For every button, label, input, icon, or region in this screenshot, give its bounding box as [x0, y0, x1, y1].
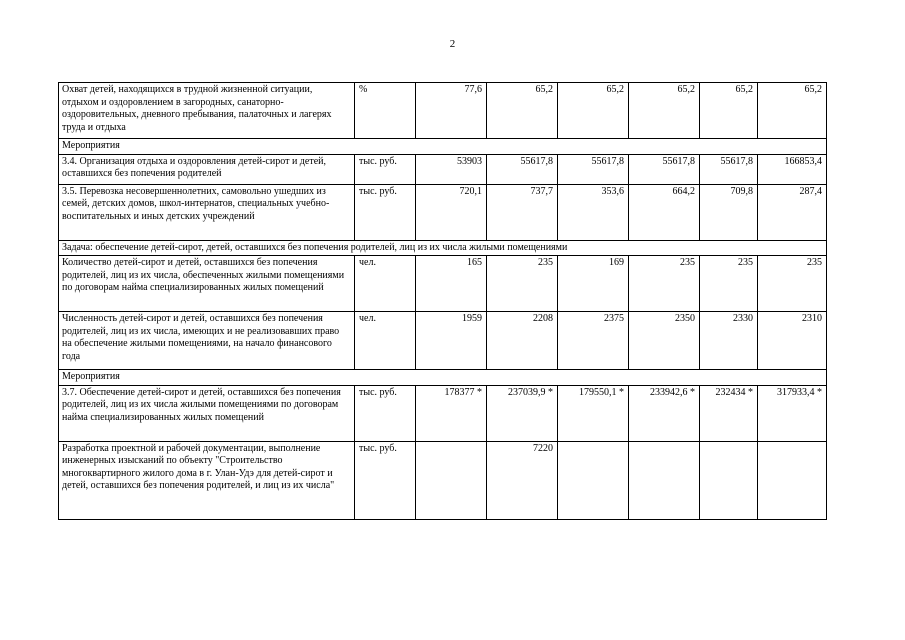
value-cell: 664,2	[629, 184, 700, 240]
section-row	[59, 370, 827, 386]
table-row	[59, 385, 827, 441]
value-cell: 65,2	[558, 83, 629, 139]
section-heading: Задача: обеспечение детей-сирот, детей, оставшихся без попечения родителей, лиц из их числа жилыми помещениями	[59, 240, 827, 256]
value-cell: 53903	[416, 154, 487, 184]
value-cell: 55617,8	[700, 154, 758, 184]
value-cell: 317933,4 *	[758, 385, 827, 441]
value-cell: 2375	[558, 312, 629, 370]
indicator-name: 3.4. Организация отдыха и оздоровления детей-сирот и детей, оставшихся без попечения родителей	[59, 154, 355, 184]
indicator-name: Охват детей, находящихся в трудной жизненной ситуации, отдыхом и оздоровлением в загородных, санаторно-оздоровительных, дневного пребывания, палаточных и лагерях труда и отдыха	[59, 83, 355, 139]
unit-cell: тыс. руб.	[355, 154, 416, 184]
table-body	[59, 83, 827, 520]
indicator-name: Количество детей-сирот и детей, оставшихся без попечения родителей, лиц из их числа, обеспеченных жилыми помещениями по договорам найма специализированных жилых помещений	[59, 256, 355, 312]
unit-cell: тыс. руб.	[355, 184, 416, 240]
value-cell: 55617,8	[558, 154, 629, 184]
value-cell: 65,2	[758, 83, 827, 139]
value-cell: 165	[416, 256, 487, 312]
value-cell: 55617,8	[487, 154, 558, 184]
value-cell	[558, 441, 629, 519]
unit-cell: тыс. руб.	[355, 385, 416, 441]
unit-cell: чел.	[355, 256, 416, 312]
value-cell: 166853,4	[758, 154, 827, 184]
section-row	[59, 240, 827, 256]
table-row	[59, 184, 827, 240]
table-row	[59, 83, 827, 139]
value-cell: 178377 *	[416, 385, 487, 441]
value-cell: 235	[700, 256, 758, 312]
value-cell: 7220	[487, 441, 558, 519]
value-cell: 287,4	[758, 184, 827, 240]
section-heading: Мероприятия	[59, 139, 827, 155]
value-cell: 235	[629, 256, 700, 312]
value-cell: 1959	[416, 312, 487, 370]
value-cell	[758, 441, 827, 519]
indicator-name: Разработка проектной и рабочей документации, выполнение инженерных изысканий по объекту "Строительство многоквартирного жилого дома в г. Улан-Удэ для детей-сирот и детей, оставшихся без попечения родителей, и лиц из их числа"	[59, 441, 355, 519]
value-cell: 235	[487, 256, 558, 312]
value-cell: 65,2	[487, 83, 558, 139]
value-cell: 737,7	[487, 184, 558, 240]
value-cell	[629, 441, 700, 519]
value-cell: 77,6	[416, 83, 487, 139]
table-row	[59, 441, 827, 519]
value-cell: 2310	[758, 312, 827, 370]
value-cell: 709,8	[700, 184, 758, 240]
value-cell	[700, 441, 758, 519]
value-cell: 2208	[487, 312, 558, 370]
value-cell: 353,6	[558, 184, 629, 240]
section-row	[59, 139, 827, 155]
value-cell: 55617,8	[629, 154, 700, 184]
value-cell: 237039,9 *	[487, 385, 558, 441]
value-cell: 2350	[629, 312, 700, 370]
value-cell	[416, 441, 487, 519]
unit-cell: тыс. руб.	[355, 441, 416, 519]
indicator-name: 3.5. Перевозка несовершеннолетних, самовольно ушедших из семей, детских домов, школ-интернатов, специальных учебно-воспитательных и иных детских учреждений	[59, 184, 355, 240]
value-cell: 169	[558, 256, 629, 312]
value-cell: 179550,1 *	[558, 385, 629, 441]
table-row	[59, 256, 827, 312]
table-row	[59, 312, 827, 370]
page-number: 2	[449, 38, 456, 50]
table-row	[59, 154, 827, 184]
value-cell: 65,2	[629, 83, 700, 139]
indicators-table	[58, 82, 827, 520]
indicator-name: Численность детей-сирот и детей, оставшихся без попечения родителей, лиц из их числа, имеющих и не реализовавших право на обеспечение жилыми помещениями, на начало финансового года	[59, 312, 355, 370]
value-cell: 233942,6 *	[629, 385, 700, 441]
unit-cell: чел.	[355, 312, 416, 370]
unit-cell: %	[355, 83, 416, 139]
value-cell: 720,1	[416, 184, 487, 240]
indicator-name: 3.7. Обеспечение детей-сирот и детей, оставшихся без попечения родителей, лиц из их числа жилыми помещениями по договорам найма специализированных жилых помещений	[59, 385, 355, 441]
value-cell: 65,2	[700, 83, 758, 139]
value-cell: 2330	[700, 312, 758, 370]
value-cell: 232434 *	[700, 385, 758, 441]
value-cell: 235	[758, 256, 827, 312]
section-heading: Мероприятия	[59, 370, 827, 386]
